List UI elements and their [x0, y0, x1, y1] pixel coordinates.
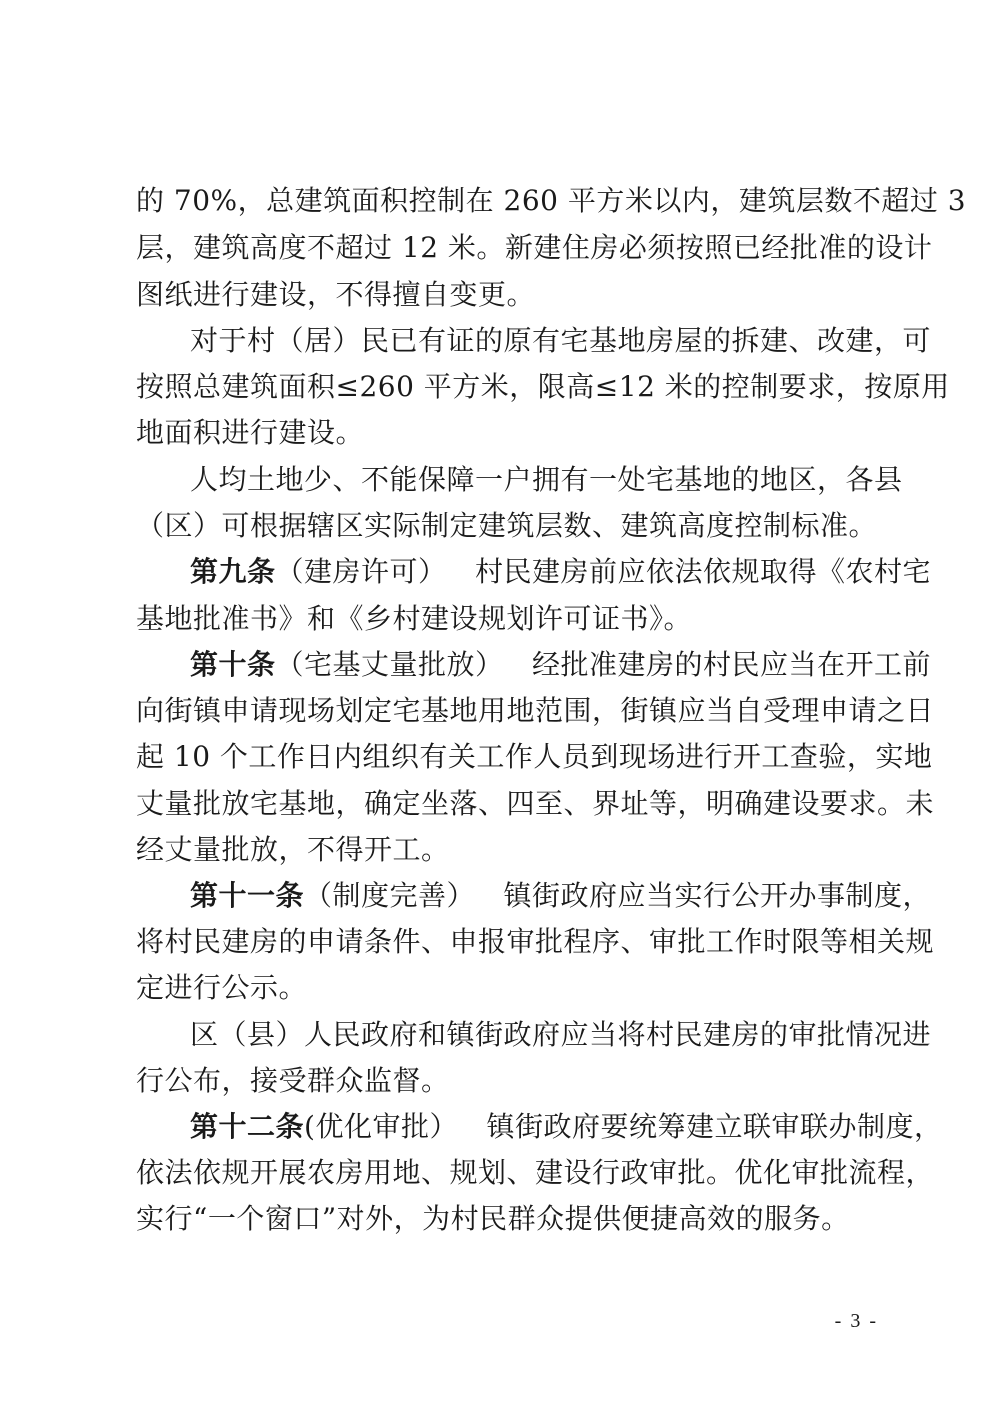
paragraph-line: 起 10 个工作日内组织有关工作人员到现场进行开工查验，实地 — [136, 740, 933, 773]
article-11-heading: 第十一条 — [190, 879, 305, 912]
article-10-line — [190, 647, 932, 683]
article-9-subtitle: （建房许可） — [275, 555, 447, 588]
paragraph-line: 实行“一个窗口”对外，为村民群众提供便捷高效的服务。 — [136, 1202, 850, 1235]
paragraph-line: 层，建筑高度不超过 12 米。新建住房必须按照已经批准的设计 — [136, 231, 933, 264]
paragraph-line: 向街镇申请现场划定宅基地用地范围，街镇应当自受理申请之日 — [136, 694, 935, 727]
article-11-text: 镇街政府应当实行公开办事制度， — [503, 879, 932, 912]
article-12-line — [190, 1109, 943, 1145]
paragraph-line: （区）可根据辖区实际制定建筑层数、建筑高度控制标准。 — [136, 509, 878, 542]
paragraph-line: 经丈量批放，不得开工。 — [136, 833, 450, 866]
article-10-text: 经批准建房的村民应当在开工前 — [532, 648, 932, 681]
page-number: - 3 - — [834, 1310, 878, 1332]
article-11-subtitle: （制度完善） — [304, 879, 476, 912]
paragraph-line: 人均土地少、不能保障一户拥有一处宅基地的地区，各县 — [190, 463, 903, 496]
article-11-line — [190, 878, 932, 914]
article-9-text: 村民建房前应依法依规取得《农村宅 — [475, 555, 932, 588]
article-9-line — [190, 554, 932, 590]
paragraph-line: 定进行公示。 — [136, 971, 308, 1004]
article-12-subtitle: (优化审批） — [304, 1110, 458, 1143]
article-9-heading: 第九条 — [190, 555, 276, 588]
paragraph-line: 地面积进行建设。 — [136, 416, 365, 449]
paragraph-line: 基地批准书》和《乡村建设规划许可证书》。 — [136, 602, 693, 635]
paragraph-line: 区（县）人民政府和镇街政府应当将村民建房的审批情况进 — [190, 1018, 932, 1051]
paragraph-line: 行公布，接受群众监督。 — [136, 1064, 450, 1097]
paragraph-line: 按照总建筑面积≤260 平方米，限高≤12 米的控制要求，按原用 — [136, 370, 950, 403]
paragraph-line: 对于村（居）民已有证的原有宅基地房屋的拆建、改建，可 — [190, 324, 932, 357]
paragraph-line: 丈量批放宅基地，确定坐落、四至、界址等，明确建设要求。未 — [136, 787, 935, 820]
article-10-subtitle: （宅基丈量批放） — [275, 648, 504, 681]
paragraph-line: 图纸进行建设，不得擅自变更。 — [136, 278, 536, 311]
paragraph-line: 的 70%，总建筑面积控制在 260 平方米以内，建筑层数不超过 3 — [136, 184, 967, 217]
paragraph-line: 将村民建房的申请条件、申报审批程序、审批工作时限等相关规 — [136, 925, 935, 958]
article-12-text: 镇街政府要统筹建立联审联办制度， — [486, 1110, 943, 1143]
article-12-heading: 第十二条 — [190, 1110, 305, 1143]
paragraph-line: 依法依规开展农房用地、规划、建设行政审批。优化审批流程， — [136, 1156, 935, 1189]
article-10-heading: 第十条 — [190, 648, 276, 681]
